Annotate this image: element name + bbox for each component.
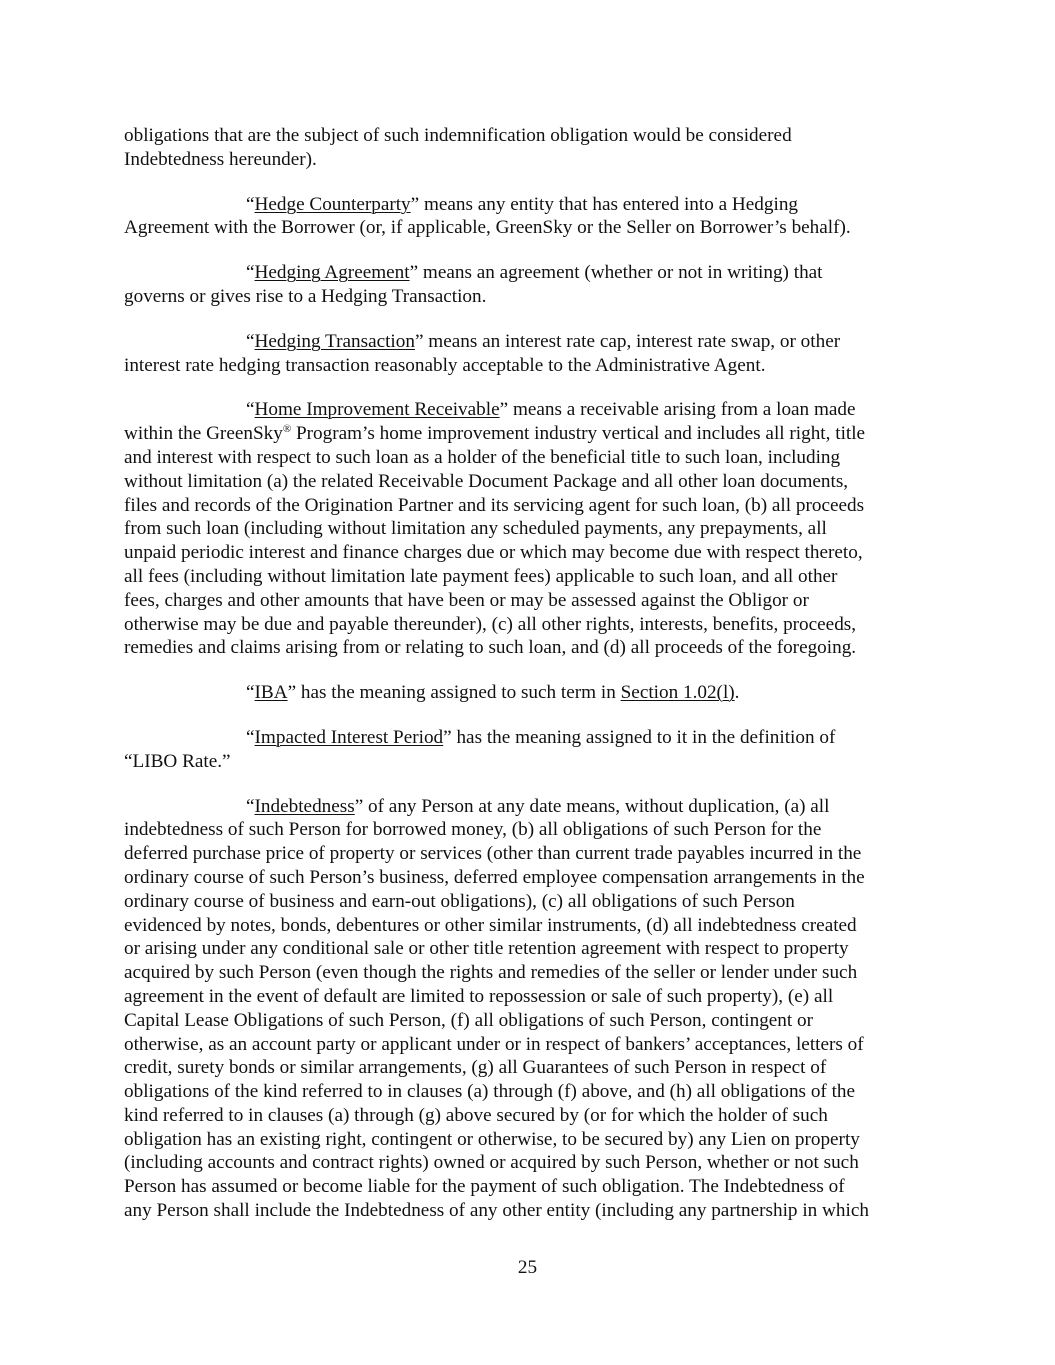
paragraph-continuation bbox=[124, 124, 930, 172]
text-line: or arising under any conditional sale or other title retention agreement with respect to property bbox=[124, 938, 849, 960]
text-line: indebtedness of such Person for borrowed money, (b) all obligations of such Person for the bbox=[124, 819, 822, 841]
open-quote: “ bbox=[246, 682, 255, 704]
defined-term: Impacted Interest Period bbox=[254, 726, 444, 748]
text-line: otherwise may be due and payable thereunder), (c) all other rights, interests, benefits, proceeds, bbox=[124, 613, 857, 635]
open-quote: “ bbox=[246, 795, 255, 817]
defined-term: IBA bbox=[254, 682, 288, 704]
text-line: agreement in the event of default are limited to repossession or sale of such property), (e) all bbox=[124, 985, 834, 1007]
text-line: interest rate hedging transaction reasonably acceptable to the Administrative Agent. bbox=[124, 354, 766, 376]
definition-hedging-agreement bbox=[124, 261, 930, 309]
text-line: evidenced by notes, bonds, debentures or other similar instruments, (d) all indebtedness created bbox=[124, 914, 857, 936]
text-line: obligation has an existing right, contingent or otherwise, to be secured by) any Lien on property bbox=[124, 1128, 860, 1150]
text-line: all fees (including without limitation late payment fees) applicable to such loan, and all other bbox=[124, 565, 838, 587]
text-line: Agreement with the Borrower (or, if applicable, GreenSky or the Seller on Borrower’s behalf). bbox=[124, 217, 851, 239]
open-quote: “ bbox=[246, 262, 255, 284]
text-line: Person has assumed or become liable for the payment of such obligation. The Indebtedness of bbox=[124, 1176, 845, 1198]
text-line: remedies and claims arising from or relating to such loan, and (d) all proceeds of the foregoing. bbox=[124, 637, 857, 659]
text-line: otherwise, as an account party or applicant under or in respect of bankers’ acceptances, letters of bbox=[124, 1033, 864, 1055]
defined-term: Hedge Counterparty bbox=[254, 193, 411, 215]
text-line: from such loan (including without limitation any scheduled payments, any prepayments, all bbox=[124, 518, 827, 540]
text-line: deferred purchase price of property or services (other than current trade payables incurred in the bbox=[124, 843, 862, 865]
definition-iba bbox=[124, 681, 930, 705]
text-line: “LIBO Rate.” bbox=[124, 750, 231, 772]
text-line: credit, surety bonds or similar arrangements, (g) all Guarantees of such Person in respect of bbox=[124, 1057, 827, 1079]
text-line: any Person shall include the Indebtedness of any other entity (including any partnership in which bbox=[124, 1200, 869, 1222]
text-line: ordinary course of business and earn-out obligations), (c) all obligations of such Person bbox=[124, 890, 795, 912]
definition-hedging-transaction bbox=[124, 330, 930, 378]
open-quote: “ bbox=[246, 726, 255, 748]
text-line: without limitation (a) the related Receivable Document Package and all other loan documents, bbox=[124, 470, 849, 492]
text-line: Indebtedness hereunder). bbox=[124, 148, 317, 170]
text-line: ” means any entity that has entered into a Hedging bbox=[410, 193, 799, 215]
text-line: files and records of the Origination Partner and its servicing agent for such loan, (b) all proceeds bbox=[124, 494, 865, 516]
text-line: . bbox=[734, 682, 740, 704]
text-line: Capital Lease Obligations of such Person, (f) all obligations of such Person, contingent or bbox=[124, 1009, 814, 1031]
open-quote: “ bbox=[246, 193, 255, 215]
text-line: Program’s home improvement industry vertical and includes all right, title bbox=[291, 423, 866, 445]
section-reference: Section 1.02(l) bbox=[620, 682, 735, 704]
open-quote: “ bbox=[246, 330, 255, 352]
definition-home-improvement-receivable bbox=[124, 398, 930, 660]
defined-term: Hedging Agreement bbox=[254, 262, 410, 284]
text-line: and interest with respect to such loan as a holder of the beneficial title to such loan, including bbox=[124, 446, 841, 468]
text-line: ” has the meaning assigned to it in the definition of bbox=[443, 726, 836, 748]
text-line: ” means an agreement (whether or not in writing) that bbox=[409, 262, 823, 284]
text-line: ” has the meaning assigned to such term in bbox=[287, 682, 621, 704]
definition-hedge-counterparty bbox=[124, 193, 930, 241]
registered-mark: ® bbox=[282, 423, 292, 436]
text-line: within the GreenSky bbox=[124, 423, 283, 445]
text-line: governs or gives rise to a Hedging Transaction. bbox=[124, 285, 487, 307]
text-line: ” means a receivable arising from a loan made bbox=[499, 399, 856, 421]
text-line: acquired by such Person (even though the rights and remedies of the seller or lender under such bbox=[124, 962, 858, 984]
defined-term: Indebtedness bbox=[254, 795, 355, 817]
text-line: obligations that are the subject of such indemnification obligation would be considered bbox=[124, 125, 792, 146]
text-line: fees, charges and other amounts that have been or may be assessed against the Obligor or bbox=[124, 589, 809, 611]
text-line: kind referred to in clauses (a) through (g) above secured by (or for which the holder of such bbox=[124, 1104, 828, 1126]
text-line: ordinary course of such Person’s business, deferred employee compensation arrangements in the bbox=[124, 866, 865, 888]
defined-term: Home Improvement Receivable bbox=[254, 399, 500, 421]
defined-term: Hedging Transaction bbox=[254, 330, 415, 352]
text-line: ” means an interest rate cap, interest rate swap, or other bbox=[414, 330, 841, 352]
open-quote: “ bbox=[246, 399, 255, 421]
text-line: (including accounts and contract rights) owned or acquired by such Person, whether or not such bbox=[124, 1152, 859, 1174]
text-line: unpaid periodic interest and finance charges due or which may become due with respect thereto, bbox=[124, 542, 863, 564]
text-line: obligations of the kind referred to in clauses (a) through (f) above, and (h) all obligations of the bbox=[124, 1081, 856, 1103]
page-number: 25 bbox=[517, 1257, 538, 1278]
text-line: ” of any Person at any date means, without duplication, (a) all bbox=[354, 795, 830, 817]
definition-indebtedness bbox=[124, 795, 930, 1223]
page-body bbox=[124, 124, 930, 1244]
definition-impacted-interest-period bbox=[124, 726, 930, 774]
